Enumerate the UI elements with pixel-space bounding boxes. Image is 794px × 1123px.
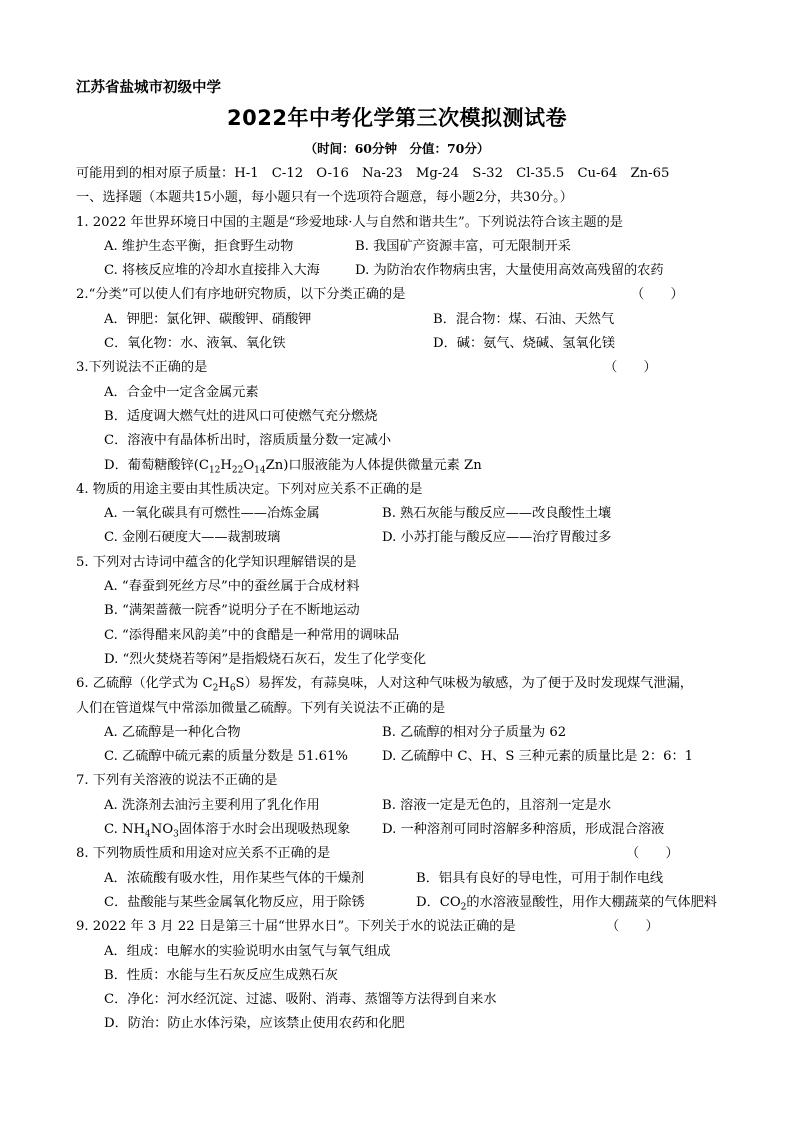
question-4-stem: 4. 物质的用途主要由其性质决定。下列对应关系不正确的是 xyxy=(76,481,423,497)
question-7-stem: 7. 下列有关溶液的说法不正确的是 xyxy=(76,773,278,789)
question-8-option-d-text: D．CO xyxy=(416,894,461,910)
question-4-options-row-1 xyxy=(76,502,726,526)
question-7-option-a: A. 洗涤剂去油污主要利用了乳化作用 xyxy=(104,797,320,813)
question-5-option-d: D. “烈火焚烧若等闲”是指煅烧石灰石，发生了化学变化 xyxy=(104,651,427,667)
question-6-stem xyxy=(76,672,726,696)
question-9-option-c: C．净化：河水经沉淀、过滤、吸附、消毒、蒸馏等方法得到自来水 xyxy=(104,992,497,1008)
question-2-answer-paren: （ ） xyxy=(631,287,684,303)
question-6-option-d: D. 乙硫醇中 C、H、S 三种元素的质量比是 2：6：1 xyxy=(382,749,694,765)
question-7-option-b: B. 溶液一定是无色的，且溶剂一定是水 xyxy=(382,797,612,813)
atomic-masses: 可能用到的相对原子质量：H-1 C-12 O-16 Na-23 Mg-24 S-32 Cl-35.5 Cu-64 Zn-65 xyxy=(76,166,670,181)
question-5-stem: 5. 下列对古诗词中蕴含的化学知识理解错误的是 xyxy=(76,554,357,570)
question-4-option-d: D. 小苏打能与酸反应——治疗胃酸过多 xyxy=(382,530,612,546)
question-9-option-a: A．组成：电解水的实验说明水由氢气与氧气组成 xyxy=(104,943,391,959)
question-7-option-c-text: C. NH xyxy=(104,822,146,838)
question-4-option-c: C. 金刚石硬度大——裁割玻璃 xyxy=(104,530,281,546)
question-2 xyxy=(76,283,726,307)
question-6-option-c: C. 乙硫醇中硫元素的质量分数是 51.61% xyxy=(104,749,348,765)
question-7-option-c xyxy=(104,818,350,842)
question-8-options-row-2 xyxy=(76,891,726,915)
question-5-option-b: B. “满架蔷薇一院香”说明分子在不断地运动 xyxy=(104,603,360,619)
question-8-option-d xyxy=(416,891,717,915)
question-2-option-a: A．钾肥：氯化钾、碳酸钾、硝酸钾 xyxy=(104,311,312,327)
subscript: 2 xyxy=(212,683,219,694)
question-1-option-c: C. 将核反应堆的冷却水直接排入大海 xyxy=(104,263,320,279)
question-7-options-row-2 xyxy=(76,818,726,842)
question-4-options-row-2 xyxy=(76,526,726,550)
subscript: 3 xyxy=(173,829,179,840)
question-7-options-row-1 xyxy=(76,794,726,818)
question-6-stem-line-2: 人们在管道煤气中常添加微量乙硫醇。下列有关说法不正确的是 xyxy=(76,700,446,716)
question-3-option-a: A．合金中一定含金属元素 xyxy=(104,384,259,400)
subscript: 12 xyxy=(208,465,221,476)
question-1-options-row-2 xyxy=(76,259,726,283)
question-6-option-b: B. 乙硫醇的相对分子质量为 62 xyxy=(382,724,567,740)
question-5-option-c: C. “添得醋来风韵美”中的食醋是一种常用的调味品 xyxy=(104,627,400,643)
question-1-option-b: B. 我国矿产资源丰富，可无限制开采 xyxy=(355,238,571,254)
question-8-options-row-1 xyxy=(76,867,726,891)
question-9 xyxy=(76,915,726,939)
subscript: 6 xyxy=(229,683,236,694)
question-8-answer-paren: （ ） xyxy=(626,846,679,862)
formula-part: H xyxy=(218,676,230,692)
question-6-stem-text-end: S）易挥发，有蒜臭味，人对这种气味极为敏感，为了便于及时发现煤气泄漏， xyxy=(235,676,693,692)
question-6-option-a: A. 乙硫醇是一种化合物 xyxy=(104,724,241,740)
question-7-option-c-text-end: 固体溶于水时会出现吸热现象 xyxy=(178,822,351,838)
question-5-option-a: A. “春蚕到死丝方尽”中的蚕丝属于合成材料 xyxy=(104,579,360,595)
question-8-stem: 8. 下列物质性质和用途对应关系不正确的是 xyxy=(76,846,331,862)
subscript: 14 xyxy=(254,465,266,476)
question-3-answer-paren: （ ） xyxy=(604,360,657,376)
question-4-option-b: B. 熟石灰能与酸反应——改良酸性土壤 xyxy=(382,506,612,522)
question-8-option-c: C．盐酸能与某些金属氧化物反应，用于除锈 xyxy=(104,894,365,910)
question-9-option-b: B．性质：水能与生石灰反应生成熟石灰 xyxy=(104,967,338,983)
question-3 xyxy=(76,356,726,380)
subscript: 4 xyxy=(145,829,151,840)
question-4-option-a: A. 一氧化碳具有可燃性——冶炼金属 xyxy=(104,506,320,522)
question-8-option-d-text-end: 的水溶液显酸性，用作大棚蔬菜的气体肥料 xyxy=(466,894,717,910)
question-2-option-b: B．混合物：煤、石油、天然气 xyxy=(433,311,615,327)
question-2-options-row-1 xyxy=(76,308,726,332)
question-6-stem-text: 6. 乙硫醇（化学式为 C xyxy=(76,676,213,692)
question-1-option-a: A. 维护生态平衡，拒食野生动物 xyxy=(104,238,294,254)
subscript: 22 xyxy=(231,465,244,476)
section-title: 一、选择题（本题共15小题，每小题只有一个选项符合题意，每小题2分，共30分。） xyxy=(76,190,573,206)
school-name: 江苏省盐城市初级中学 xyxy=(76,80,221,96)
question-9-option-d: D．防治：防止水体污染，应该禁止使用农药和化肥 xyxy=(104,1016,405,1032)
question-3-stem: 3.下列说法不正确的是 xyxy=(76,360,208,376)
question-8-option-b: B．铝具有良好的导电性，可用于制作电线 xyxy=(416,870,664,886)
formula-part: NO xyxy=(150,822,174,838)
question-7-option-d: D. 一种溶剂可同时溶解多种溶质，形成混合溶液 xyxy=(382,822,665,838)
question-3-option-b: B．适度调大燃气灶的进风口可使燃气充分燃烧 xyxy=(104,408,378,424)
exam-subtitle: （时间：60分钟 分值：70分） xyxy=(304,141,490,156)
question-9-stem: 9. 2022 年 3 月 22 日是第三十届“世界水日”。下列关于水的说法正确的是 xyxy=(76,919,516,935)
question-1-option-d: D. 为防治农作物病虫害，大量使用高效高残留的农药 xyxy=(355,263,664,279)
exam-title: 2022年中考化学第三次模拟测试卷 xyxy=(227,106,567,130)
formula-part: H xyxy=(220,457,232,473)
question-1-stem: 1. 2022 年世界环境日中国的主题是“珍爱地球·人与自然和谐共生”。下列说法符合该主题的是 xyxy=(76,214,623,230)
question-3-option-d-text: D．葡萄糖酸锌(C xyxy=(104,457,209,473)
question-2-stem: 2.“分类”可以使人们有序地研究物质，以下分类正确的是 xyxy=(76,287,406,303)
formula-part: O xyxy=(243,457,255,473)
subscript: 2 xyxy=(460,902,467,913)
question-2-option-d: D．碱：氨气、烧碱、氢氧化镁 xyxy=(433,336,616,352)
question-2-option-c: C．氧化物：水、液氧、氧化铁 xyxy=(104,336,286,352)
question-1-options-row-1 xyxy=(76,235,726,259)
question-3-option-d xyxy=(76,454,726,478)
exam-content xyxy=(76,162,726,1037)
question-2-options-row-2 xyxy=(76,332,726,356)
question-8-option-a: A．浓硫酸有吸水性，用作某些气体的干燥剂 xyxy=(104,870,365,886)
question-3-option-c: C．溶液中有晶体析出时，溶质质量分数一定减小 xyxy=(104,433,392,449)
question-9-answer-paren: （ ） xyxy=(606,919,659,935)
question-8 xyxy=(76,842,726,866)
question-6-options-row-2 xyxy=(76,745,726,769)
question-6-options-row-1 xyxy=(76,721,726,745)
question-3-option-d-text-end: Zn)口服液能为人体提供微量元素 Zn xyxy=(265,457,482,473)
